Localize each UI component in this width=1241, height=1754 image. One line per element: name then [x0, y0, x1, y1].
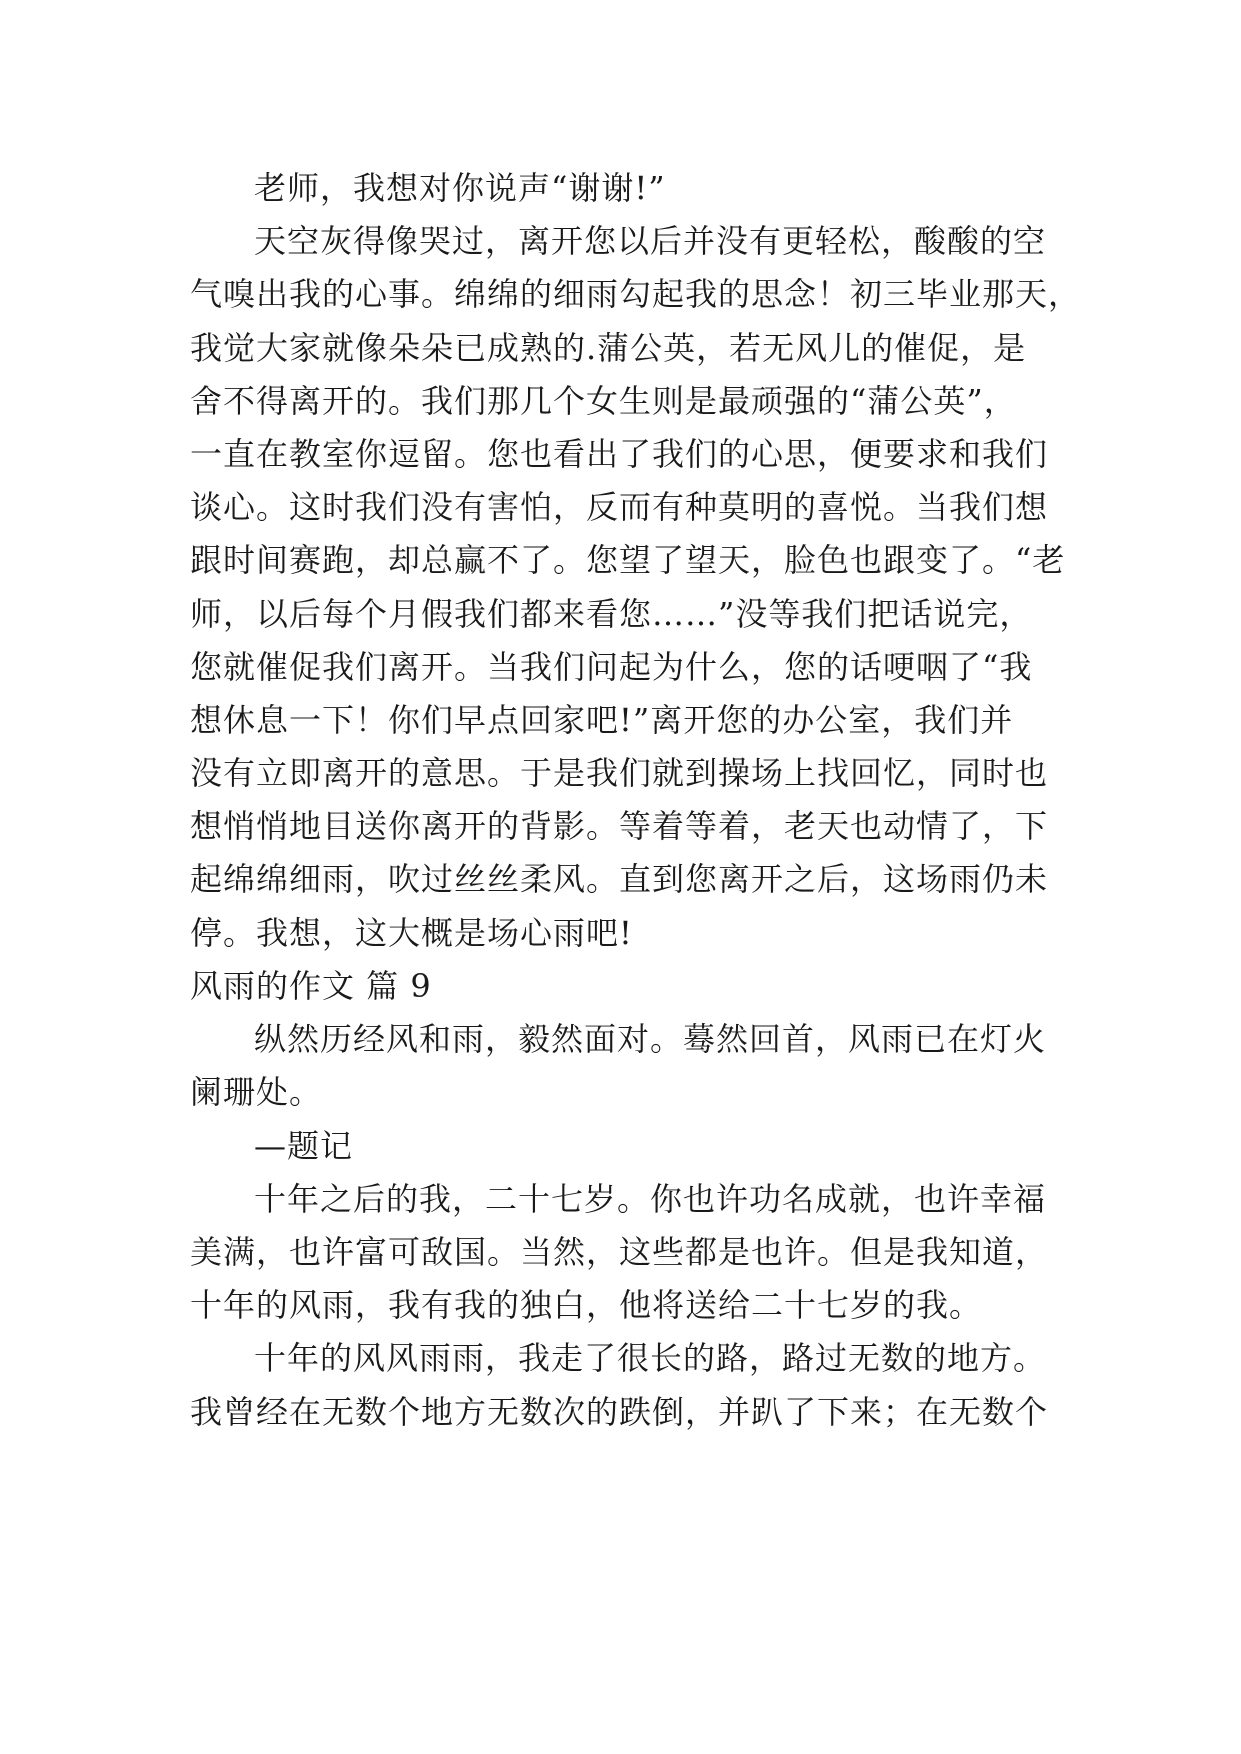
paragraph-line: 师，以后每个月假我们都来看您……”没等我们把话说完，	[190, 595, 1033, 633]
paragraph-line: 纵然历经风和雨，毅然面对。蓦然回首，风雨已在灯火	[254, 1020, 1047, 1058]
paragraph-line: 美满，也许富可敌国。当然，这些都是也许。但是我知道，	[190, 1233, 1049, 1271]
paragraph-line: 十年之后的我，二十七岁。你也许功名成就，也许幸福	[254, 1180, 1047, 1218]
epigraph-attribution: —题记	[254, 1127, 354, 1165]
paragraph-line: 舍不得离开的。我们那几个女生则是最顽强的“蒲公英”，	[190, 382, 1017, 420]
section-heading: 风雨的作文 篇 9	[190, 967, 432, 1005]
paragraph-line: 想休息一下！你们早点回家吧!”离开您的办公室，我们并	[190, 701, 1014, 739]
paragraph-line: 气嗅出我的心事。绵绵的细雨勾起我的思念！初三毕业那天，	[190, 275, 1082, 313]
paragraph-line: 您就催促我们离开。当我们问起为什么，您的话哽咽了“我	[190, 648, 1033, 686]
paragraph-line: 老师，我想对你说声“谢谢!”	[254, 169, 666, 207]
paragraph-line: 谈心。这时我们没有害怕，反而有种莫明的喜悦。当我们想	[190, 488, 1049, 526]
paragraph-line: 我曾经在无数个地方无数次的跌倒，并趴了下来；在无数个	[190, 1393, 1049, 1431]
paragraph-line: 跟时间赛跑，却总赢不了。您望了望天，脸色也跟变了。“老	[190, 541, 1066, 579]
paragraph-line: 想悄悄地目送你离开的背影。等着等着，老天也动情了，下	[190, 807, 1049, 845]
paragraph-line: 阑珊处。	[190, 1073, 323, 1111]
paragraph-line: 十年的风雨，我有我的独白，他将送给二十七岁的我。	[190, 1286, 983, 1324]
paragraph-line: 起绵绵细雨，吹过丝丝柔风。直到您离开之后，这场雨仍未	[190, 860, 1049, 898]
paragraph-line: 停。我想，这大概是场心雨吧!	[190, 914, 633, 952]
paragraph-line: 一直在教室你逗留。您也看出了我们的心思，便要求和我们	[190, 435, 1049, 473]
paragraph-line: 天空灰得像哭过，离开您以后并没有更轻松，酸酸的空	[254, 222, 1047, 260]
paragraph-line: 没有立即离开的意思。于是我们就到操场上找回忆，同时也	[190, 754, 1049, 792]
paragraph-line: 十年的风风雨雨，我走了很长的路，路过无数的地方。	[254, 1339, 1047, 1377]
paragraph-line: 我觉大家就像朵朵已成熟的.蒲公英，若无风儿的催促，是	[190, 329, 1027, 367]
